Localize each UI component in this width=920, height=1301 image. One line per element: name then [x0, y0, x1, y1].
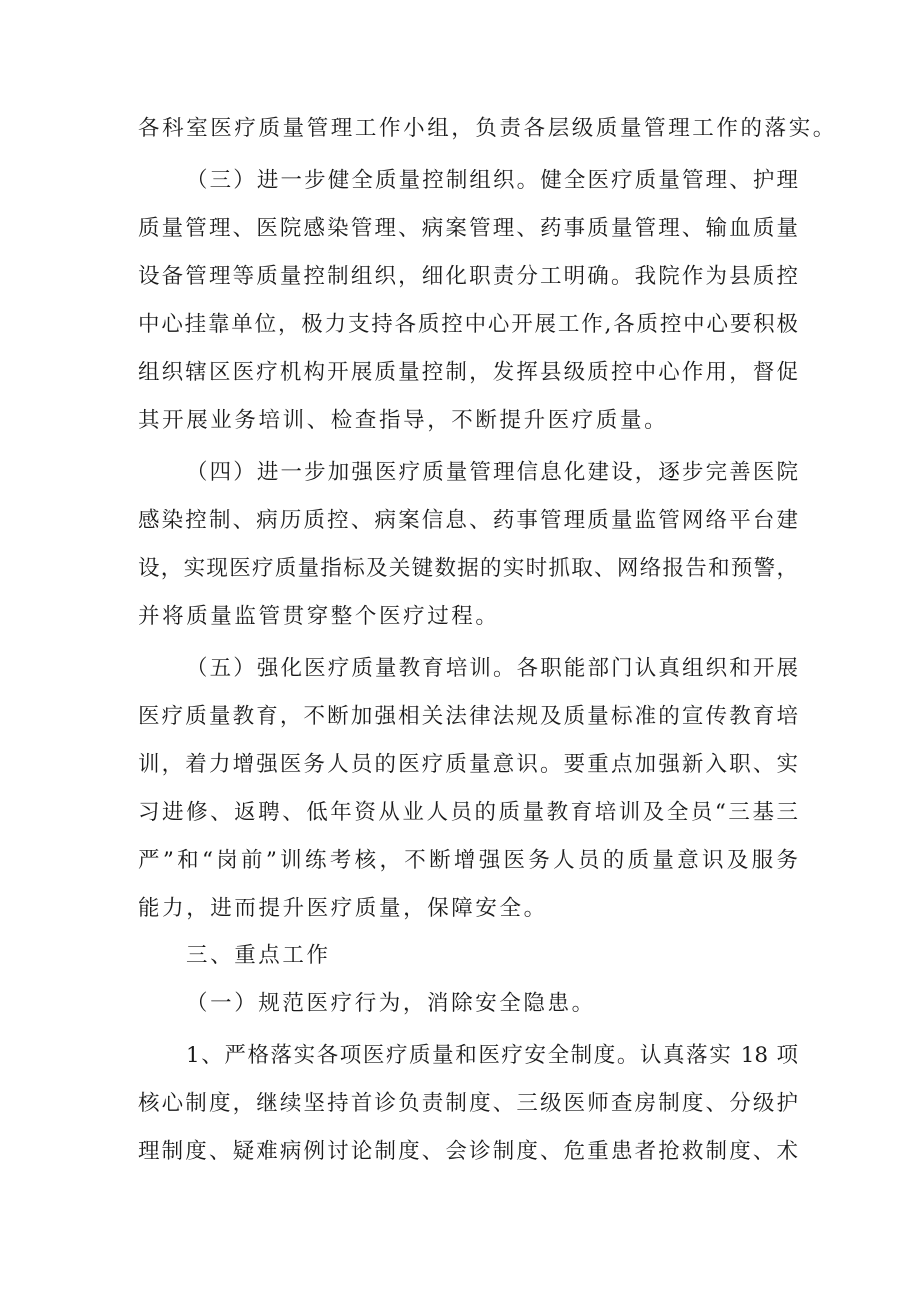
paragraph-line: 设，实现医疗质量指标及关键数据的实时抓取、网络报告和预警， [138, 556, 798, 581]
paragraph-line: 并将质量监管贯穿整个医疗过程。 [138, 604, 500, 629]
paragraph-line: 其开展业务培训、检查指导，不断提升医疗质量。 [138, 408, 669, 433]
paragraph-line: 感染控制、病历质控、病案信息、药事管理质量监管网络平台建 [138, 508, 798, 533]
paragraph-line: 核心制度，继续坚持首诊负责制度、三级医师查房制度、分级护 [138, 1091, 798, 1116]
paragraph-line: 中心挂靠单位，极力支持各质控中心开展工作,各质控中心要积极 [138, 312, 798, 337]
paragraph-line: 1、严格落实各项医疗质量和医疗安全制度。认真落实 18 项 [186, 1043, 798, 1068]
section-heading-line: （三）进一步健全质量控制组织。健全医疗质量管理、护理 [186, 168, 798, 193]
paragraph-line: 组织辖区医疗机构开展质量控制，发挥县级质控中心作用，督促 [138, 360, 798, 385]
paragraph-line: 质量管理、医院感染管理、病案管理、药事质量管理、输血质量 [138, 216, 798, 241]
paragraph-line: 各科室医疗质量管理工作小组，负责各层级质量管理工作的落实。 [138, 116, 837, 141]
paragraph-line: 医疗质量教育，不断加强相关法律法规及质量标准的宣传教育培 [138, 704, 798, 729]
subsection-title: （一）规范医疗行为，消除安全隐患。 [186, 991, 596, 1016]
paragraph-line: 训，着力增强医务人员的医疗质量意识。要重点加强新入职、实 [138, 752, 798, 777]
paragraph-line: 设备管理等质量控制组织，细化职责分工明确。我院作为县质控 [138, 264, 798, 289]
paragraph-line: 严”和“岗前”训练考核，不断增强医务人员的质量意识及服务 [138, 848, 798, 873]
section-heading-line: （五）强化医疗质量教育培训。各职能部门认真组织和开展 [186, 656, 798, 681]
section-title: 三、重点工作 [186, 943, 331, 968]
paragraph-line: 习进修、返聘、低年资从业人员的质量教育培训及全员“三基三 [138, 800, 798, 825]
paragraph-line: 理制度、疑难病例讨论制度、会诊制度、危重患者抢救制度、术 [138, 1139, 798, 1164]
paragraph-line: 能力，进而提升医疗质量，保障安全。 [138, 896, 548, 921]
section-heading-line: （四）进一步加强医疗质量管理信息化建设，逐步完善医院 [186, 460, 798, 485]
